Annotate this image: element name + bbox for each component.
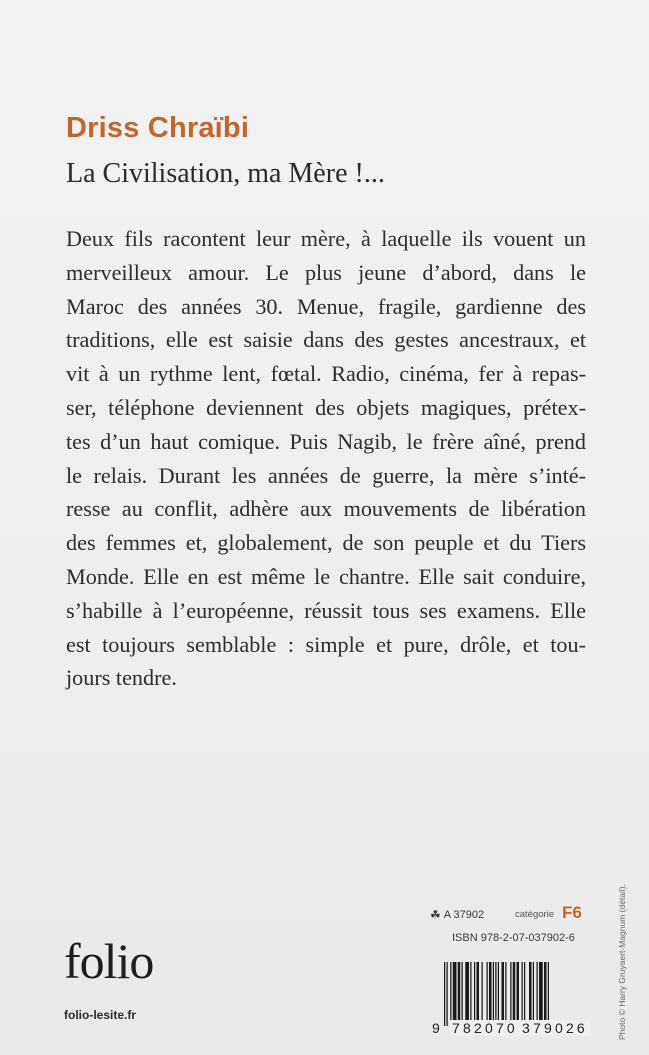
barcode-bar — [470, 962, 471, 1020]
blurb-line: Monde. Elle en est même le chantre. Elle sait conduire, — [66, 563, 586, 589]
barcode-bar — [548, 962, 549, 1026]
blurb — [66, 222, 586, 695]
category-label: catégorie — [515, 909, 555, 920]
barcode-bar — [444, 962, 445, 1026]
barcode-bar — [495, 962, 496, 1020]
barcode-bar — [458, 962, 461, 1020]
barcode-bar — [465, 962, 469, 1020]
author-name: Driss Chraïbi — [66, 112, 250, 144]
barcode-bar — [524, 962, 525, 1020]
publisher-logo: folio — [64, 933, 154, 989]
photo-credit: Photo © Harry Gruyaert-Magnum (détail). — [617, 883, 627, 1040]
category-value: F6 — [562, 903, 582, 922]
barcode-bar — [517, 962, 520, 1020]
barcode-bar — [447, 962, 448, 1026]
barcode-bar — [529, 962, 532, 1020]
barcode-bar — [489, 962, 492, 1020]
isbn: ISBN 978-2-07-037902-6 — [452, 932, 575, 944]
barcode-bar — [477, 962, 480, 1020]
blurb-line: traditions, elle est saisie dans des gestes ancestraux, et — [66, 327, 586, 353]
barcode-bars — [432, 962, 592, 1026]
barcode-bar — [505, 962, 506, 1020]
barcode — [432, 962, 592, 1042]
blurb-line: est toujours semblable : simple et pure, drôle, et tou- — [66, 631, 586, 657]
blurb-line: Maroc des années 30. Menue, fragile, gardienne des — [66, 293, 586, 319]
blurb-line: resse au conflit, adhère aux mouvements de libération — [66, 496, 586, 522]
barcode-bar — [533, 962, 534, 1020]
blurb-line: des femmes et, globalement, de son peuple et du Tiers — [66, 530, 586, 556]
barcode-bar — [510, 962, 511, 1020]
catalog-row — [430, 903, 582, 922]
catalog-code: A 37902 — [443, 908, 485, 921]
barcode-bar — [522, 962, 523, 1020]
barcode-digit-first: 9 — [432, 1020, 440, 1036]
blurb-line: s’habille à l’européenne, réussit tous ses examens. Elle — [66, 597, 586, 623]
barcode-bar — [539, 962, 543, 1020]
barcode-bar — [493, 962, 494, 1020]
barcode-bar — [513, 962, 516, 1020]
book-title: La Civilisation, ma Mère !... — [66, 158, 385, 189]
blurb-line: jours tendre. — [66, 665, 177, 691]
barcode-bar — [474, 962, 475, 1020]
barcode-bar — [462, 962, 463, 1020]
barcode-digits-right: 379026 — [522, 1020, 588, 1036]
blurb-line: ser, téléphone deviennent des objets magiques, prétex- — [66, 394, 586, 420]
barcode-bar — [482, 962, 483, 1020]
barcode-bar — [450, 962, 451, 1020]
blurb-line: tes d’un haut comique. Puis Nagib, le frère aîné, prend — [66, 428, 586, 454]
blurb-line: merveilleux amour. Le plus jeune d’abord, dans le — [66, 259, 586, 285]
clover-icon: ☘ — [430, 908, 441, 922]
barcode-bar — [537, 962, 538, 1020]
barcode-bar — [453, 962, 457, 1020]
barcode-bar — [487, 962, 488, 1020]
blurb-line: le relais. Durant les années de guerre, la mère s’inté- — [66, 462, 586, 488]
barcode-bar — [502, 962, 505, 1020]
blurb-line: vit à un rythme lent, fœtal. Radio, cinéma, fer à repas- — [66, 361, 586, 387]
publisher-site: folio-lesite.fr — [64, 1008, 137, 1022]
barcode-bar — [544, 962, 547, 1020]
barcode-digits-left: 782070 — [452, 1020, 518, 1036]
barcode-bar — [498, 962, 499, 1020]
blurb-line: Deux fils racontent leur mère, à laquelle ils vouent un — [66, 226, 586, 251]
